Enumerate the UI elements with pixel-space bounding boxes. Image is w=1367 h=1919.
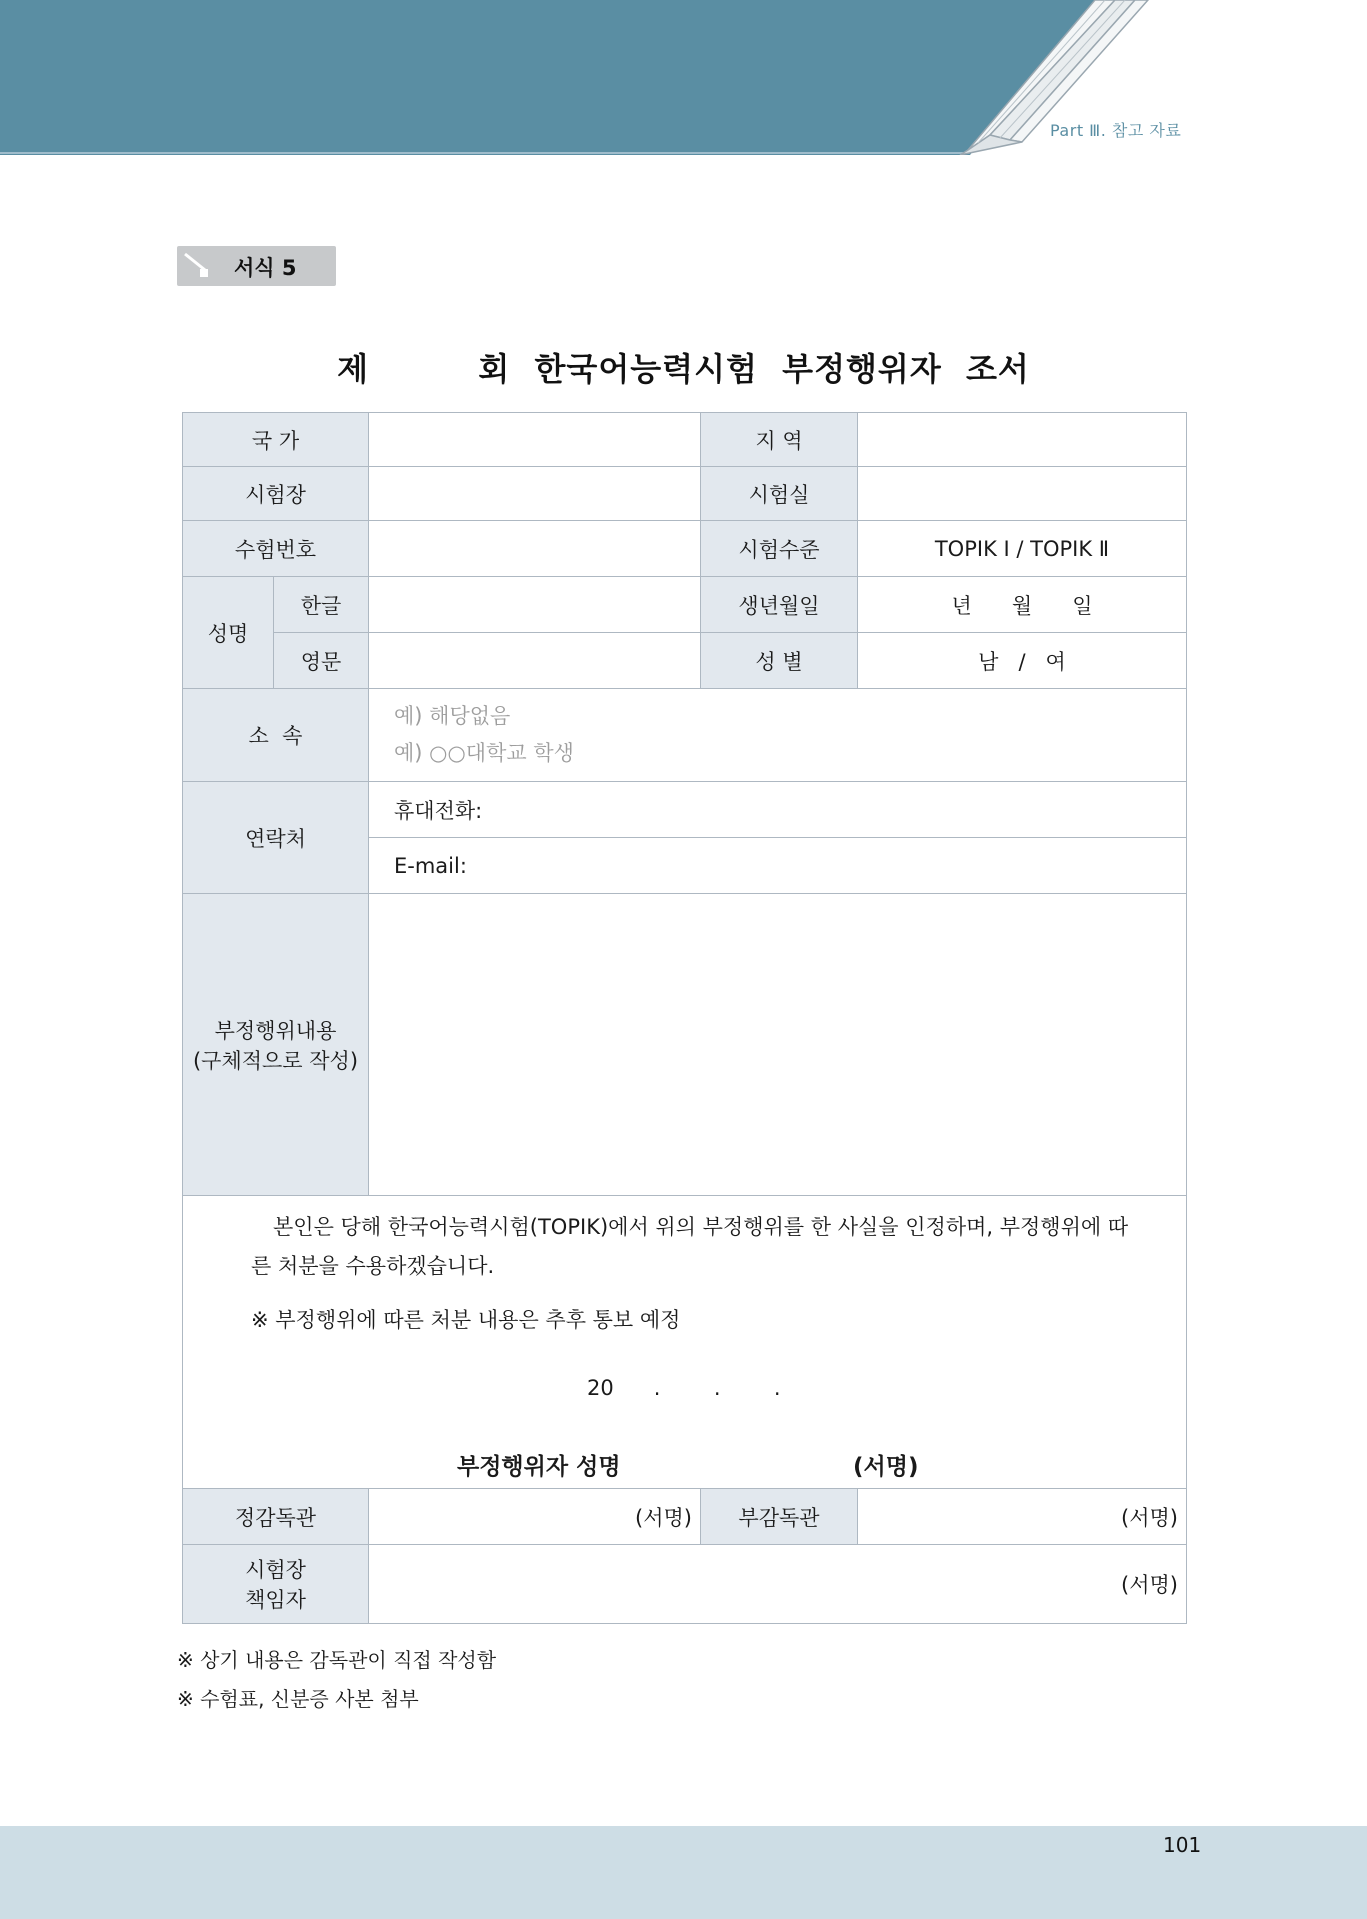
- document-title: 제 회 한국어능력시험 부정행위자 조서: [337, 350, 1030, 388]
- table-row: [183, 894, 1187, 1196]
- pledge-text: 본인은 당해 한국어능력시험(TOPIK)에서 위의 부정행위를 한 사실을 인정하며, 부정행위에 따른 처분을 수용하겠습니다.: [251, 1215, 1129, 1278]
- exam-level-value[interactable]: TOPIK Ⅰ / TOPIK Ⅱ: [858, 521, 1187, 577]
- venue-head-label-line-2: 책임자: [245, 1588, 306, 1612]
- contact-label: 연락처: [183, 782, 369, 894]
- table-row: [183, 689, 1187, 782]
- english-name-label: 영문: [274, 633, 369, 689]
- affiliation-placeholder-1: 예) 해당없음: [394, 704, 511, 728]
- birthdate-field[interactable]: 년 월 일: [858, 577, 1187, 633]
- exam-level-label: 시험수준: [701, 521, 858, 577]
- affiliation-field[interactable]: [369, 689, 1187, 782]
- assistant-supervisor-signature[interactable]: (서명): [858, 1489, 1187, 1545]
- offender-signature-field[interactable]: (서명): [853, 1454, 919, 1480]
- table-row: [183, 782, 1187, 838]
- affiliation-label: 소 속: [183, 689, 369, 782]
- pledge-note: ※ 부정행위에 따른 처분 내용은 추후 통보 예정: [251, 1308, 681, 1332]
- misconduct-label: [183, 894, 369, 1196]
- part-label: Part Ⅲ. 참고 자료: [1050, 121, 1182, 140]
- footer-band: [0, 1826, 1367, 1919]
- venue-head-signature[interactable]: (서명): [369, 1545, 1187, 1624]
- exam-number-field[interactable]: [369, 521, 701, 577]
- form-number-tag: [177, 246, 336, 286]
- table-row: [183, 633, 1187, 689]
- exam-number-label: 수험번호: [183, 521, 369, 577]
- misconduct-label-line-2: (구체적으로 작성): [192, 1048, 359, 1073]
- korean-name-label: 한글: [274, 577, 369, 633]
- birthdate-label: 생년월일: [701, 577, 858, 633]
- region-label: 지 역: [701, 413, 858, 467]
- pledge-date-field[interactable]: 20 . . .: [587, 1376, 781, 1400]
- footnotes: [177, 1641, 496, 1719]
- room-label: 시험실: [701, 467, 858, 521]
- english-name-field[interactable]: [369, 633, 701, 689]
- assistant-supervisor-label: 부감독관: [701, 1489, 858, 1545]
- affiliation-placeholder-2: 예) ○○대학교 학생: [394, 741, 574, 765]
- venue-head-label: [183, 1545, 369, 1624]
- misconduct-details-field[interactable]: [369, 894, 1187, 1196]
- page-number: 101: [1163, 1833, 1202, 1857]
- korean-name-field[interactable]: [369, 577, 701, 633]
- country-field[interactable]: [369, 413, 701, 467]
- footnote-1: ※ 상기 내용은 감독관이 직접 작성함: [177, 1648, 497, 1672]
- chief-supervisor-signature[interactable]: (서명): [369, 1489, 701, 1545]
- chief-supervisor-label: 정감독관: [183, 1489, 369, 1545]
- arrow-corner-icon: [181, 250, 213, 282]
- footnote-2: ※ 수험표, 신분증 사본 첨부: [177, 1687, 419, 1711]
- report-form-table: [182, 412, 1187, 1624]
- table-row: [183, 413, 1187, 467]
- phone-field[interactable]: [369, 782, 1187, 838]
- gender-field[interactable]: 남 / 여: [858, 633, 1187, 689]
- room-field[interactable]: [858, 467, 1187, 521]
- email-field[interactable]: [369, 838, 1187, 894]
- table-row: [183, 577, 1187, 633]
- country-label: 국 가: [183, 413, 369, 467]
- venue-head-label-line-1: 시험장: [245, 1558, 306, 1582]
- table-row: [183, 1545, 1187, 1624]
- pledge-section: [183, 1196, 1187, 1489]
- phone-label: 휴대전화:: [394, 798, 483, 823]
- table-row: [183, 467, 1187, 521]
- name-label: 성명: [183, 577, 274, 689]
- region-field[interactable]: [858, 413, 1187, 467]
- email-label: E-mail:: [394, 853, 467, 878]
- table-row: [183, 521, 1187, 577]
- form-number-label: 서식 5: [234, 256, 297, 280]
- table-row: [183, 1489, 1187, 1545]
- table-row: [183, 1196, 1187, 1489]
- offender-signature-label: 부정행위자 성명: [457, 1454, 621, 1480]
- gender-label: 성 별: [701, 633, 858, 689]
- venue-field[interactable]: [369, 467, 701, 521]
- venue-label: 시험장: [183, 467, 369, 521]
- misconduct-label-line-1: 부정행위내용: [214, 1018, 337, 1043]
